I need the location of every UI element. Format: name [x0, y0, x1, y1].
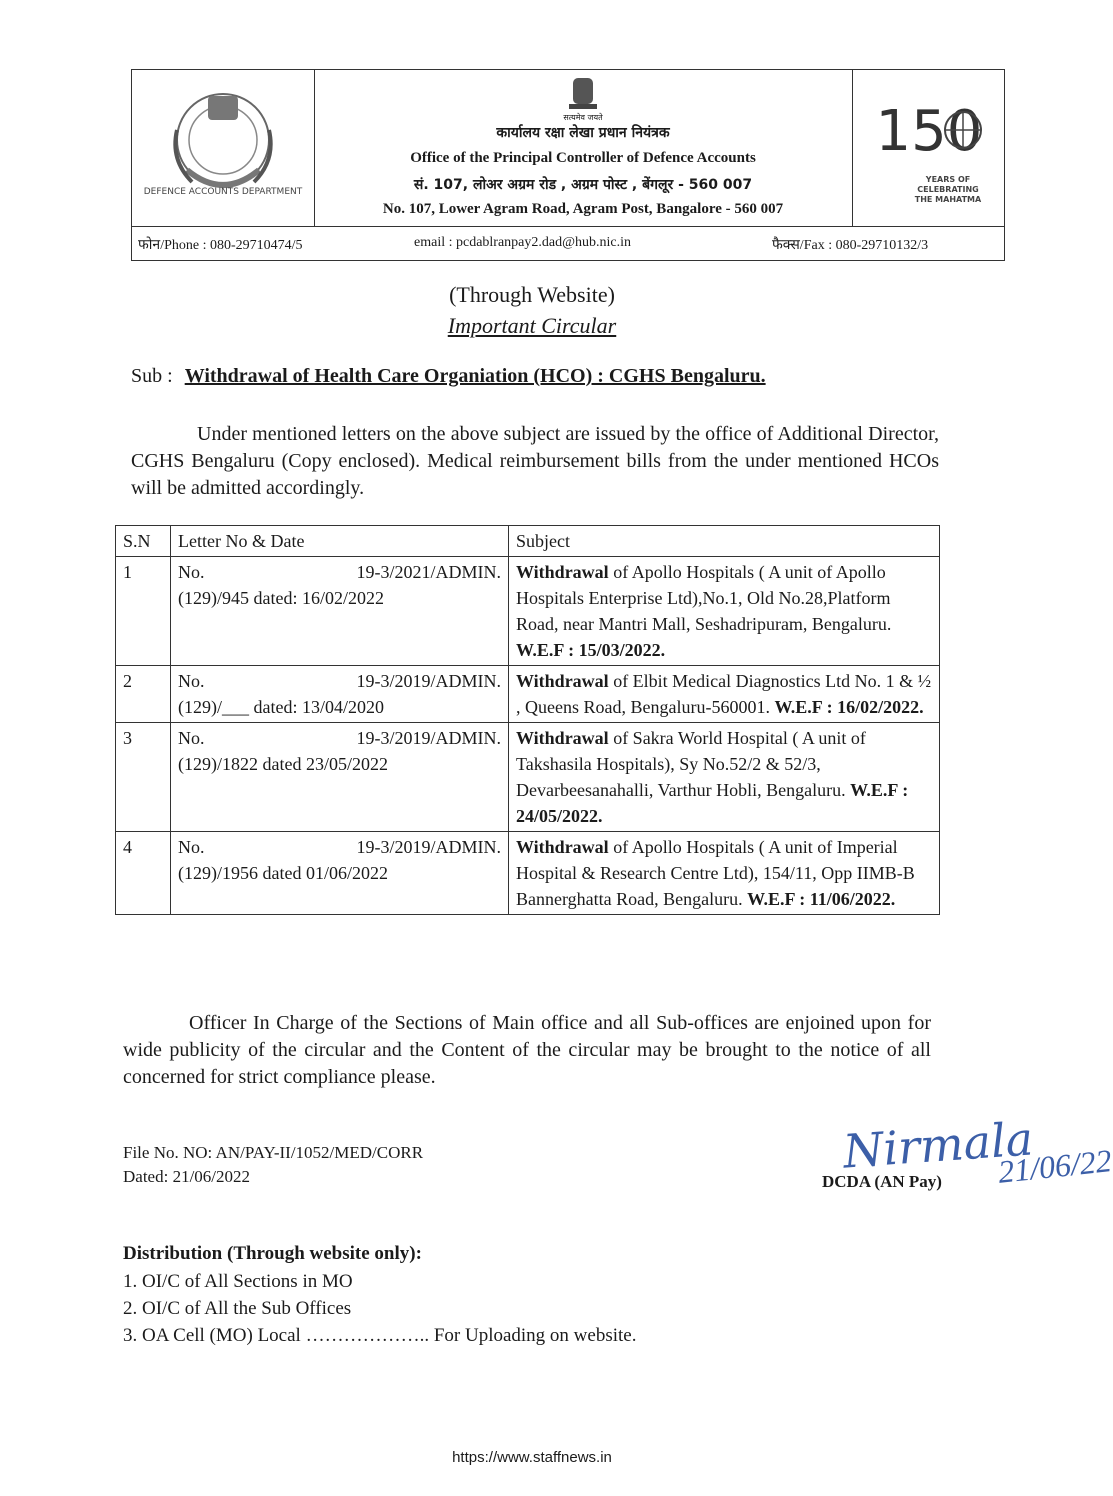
- file-number: File No. NO: AN/PAY-II/1052/MED/CORR: [123, 1143, 424, 1162]
- row-subject: [509, 832, 940, 915]
- letterhead-center: [315, 70, 851, 226]
- list-item: 2. OI/C of All the Sub Offices: [123, 1298, 352, 1319]
- signature-date: 21/06/22: [996, 1142, 1113, 1190]
- wef-date: W.E.F : 16/02/2022.: [774, 697, 924, 717]
- subject-line: [131, 365, 766, 388]
- letter-ref: 19-3/2021/ADMIN.: [356, 562, 501, 582]
- intro-paragraph: Under mentioned letters on the above subject are issued by the office of Additional Director, CGHS Bengaluru (Copy enclosed). Medical reimbursement bills from the under mentioned HCOs will be admitted accordingly.: [131, 423, 939, 499]
- letter-date: (129)/945 dated: 16/02/2022: [178, 588, 384, 608]
- dad-logo-text: DEFENCE ACCOUNTS DEPARTMENT: [143, 187, 303, 197]
- letter-no: No.: [178, 728, 205, 748]
- contact-bar: [132, 226, 1004, 261]
- table-header-row: [116, 526, 940, 557]
- subject-keyword: Withdrawal: [516, 671, 609, 691]
- wef-date: W.E.F : 11/06/2022.: [747, 889, 896, 909]
- header-letter: Letter No & Date: [171, 526, 509, 557]
- row-letter: [171, 832, 509, 915]
- letter-ref: 19-3/2019/ADMIN.: [356, 837, 501, 857]
- subject-label: Sub :: [131, 365, 173, 387]
- dad-logo: [132, 70, 315, 226]
- subject-detail: of Elbit Medical Diagnostics Ltd No. 1 & ½ , Queens Road, Bengaluru-560001.: [516, 671, 932, 717]
- row-subject: [509, 666, 940, 723]
- emblem-caption: सत्यमेव जयते: [563, 113, 603, 122]
- office-address-hindi: सं. 107, लोअर अग्रम रोड , अग्रम पोस्ट , बेंगलूर - 560 007: [413, 177, 753, 193]
- file-date: Dated: 21/06/2022: [123, 1167, 251, 1186]
- row-sn: 2: [116, 666, 171, 723]
- mahatma-caption-2: CELEBRATING: [917, 185, 979, 194]
- mahatma-caption-3: THE MAHATMA: [914, 195, 982, 204]
- subject-keyword: Withdrawal: [516, 562, 609, 582]
- subject-keyword: Withdrawal: [516, 728, 609, 748]
- wef-date: W.E.F : 15/03/2022.: [516, 640, 666, 660]
- distribution-list: [123, 1268, 636, 1349]
- letter-no: No.: [178, 562, 205, 582]
- list-item: 3. OA Cell (MO) Local ……………….. For Uploading on website.: [123, 1325, 637, 1346]
- row-sn: 3: [116, 723, 171, 832]
- mahatma-caption-1: YEARS OF: [925, 175, 971, 184]
- table-row: [116, 557, 940, 666]
- letter-no: No.: [178, 671, 205, 691]
- row-letter: [171, 557, 509, 666]
- letter-date: (129)/___ dated: 13/04/2020: [178, 697, 384, 717]
- letter-ref: 19-3/2019/ADMIN.: [356, 671, 501, 691]
- table-row: [116, 723, 940, 832]
- letterhead: [131, 69, 1005, 261]
- email-address[interactable]: email : pcdablranpay2.dad@hub.nic.in: [414, 235, 631, 250]
- handwritten-signature: Nirmala: [841, 1111, 1035, 1179]
- hco-withdrawal-table: [115, 525, 940, 915]
- subject-keyword: Withdrawal: [516, 837, 609, 857]
- header-sn: S.N: [116, 526, 171, 557]
- file-info: [123, 1141, 423, 1189]
- dad-logo-icon: [132, 70, 314, 226]
- subject-detail: of Apollo Hospitals ( A unit of Apollo Hospitals Enterprise Ltd),No.1, Old No.28,Platform Road, near Mantri Mall, Seshadripuram, Bengaluru.: [516, 562, 892, 634]
- subject-text: Withdrawal of Health Care Organiation (HCO) : CGHS Bengaluru.: [184, 365, 766, 387]
- letter-date: (129)/1822 dated 23/05/2022: [178, 754, 388, 774]
- letter-ref: 19-3/2019/ADMIN.: [356, 728, 501, 748]
- office-title-hindi: कार्यालय रक्षा लेखा प्रधान नियंत्रक: [496, 125, 670, 141]
- mahatma-150-logo: [852, 70, 1004, 226]
- row-letter: [171, 666, 509, 723]
- letter-no: No.: [178, 837, 205, 857]
- table-row: [116, 666, 940, 723]
- row-letter: [171, 723, 509, 832]
- compliance-paragraph: Officer In Charge of the Sections of Main office and all Sub-offices are enjoined upon for wide publicity of the circular and the Content of the circular may be brought to the notice of all concerned for strict compliance please.: [123, 1012, 931, 1088]
- row-subject: [509, 557, 940, 666]
- office-title-english: Office of the Principal Controller of Defence Accounts: [410, 150, 756, 166]
- mahatma-150-icon: [853, 70, 1004, 226]
- distribution-heading: Distribution (Through website only):: [123, 1243, 422, 1264]
- fax-number: फैक्स/Fax : 080-29710132/3: [772, 238, 929, 253]
- mahatma-150-number: 150: [875, 99, 983, 164]
- row-sn: 1: [116, 557, 171, 666]
- signatory-designation: DCDA (AN Pay): [822, 1172, 942, 1191]
- row-subject: [509, 723, 940, 832]
- table-row: [116, 832, 940, 915]
- wef-date: W.E.F : 24/05/2022.: [516, 780, 909, 826]
- phone-number: फोन/Phone : 080-29710474/5: [138, 238, 303, 253]
- row-sn: 4: [116, 832, 171, 915]
- through-website-heading: (Through Website): [449, 282, 615, 307]
- list-item: 1. OI/C of All Sections in MO: [123, 1271, 353, 1292]
- subject-detail: of Apollo Hospitals ( A unit of Imperial Hospital & Research Centre Ltd), 154/11, Opp IIMB-B Bannerghatta Road, Bengaluru.: [516, 837, 915, 909]
- letter-date: (129)/1956 dated 01/06/2022: [178, 863, 388, 883]
- footer-url[interactable]: https://www.staffnews.in: [452, 1449, 612, 1466]
- office-address-english: No. 107, Lower Agram Road, Agram Post, Bangalore - 560 007: [382, 201, 784, 217]
- important-circular-heading: Important Circular: [447, 313, 617, 338]
- subject-detail: of Sakra World Hospital ( A unit of Takshasila Hospitals), Sy No.52/2 & 52/3, Devarbeesanahalli, Varthur Hobli, Bengaluru.: [516, 728, 866, 800]
- header-subject: Subject: [509, 526, 940, 557]
